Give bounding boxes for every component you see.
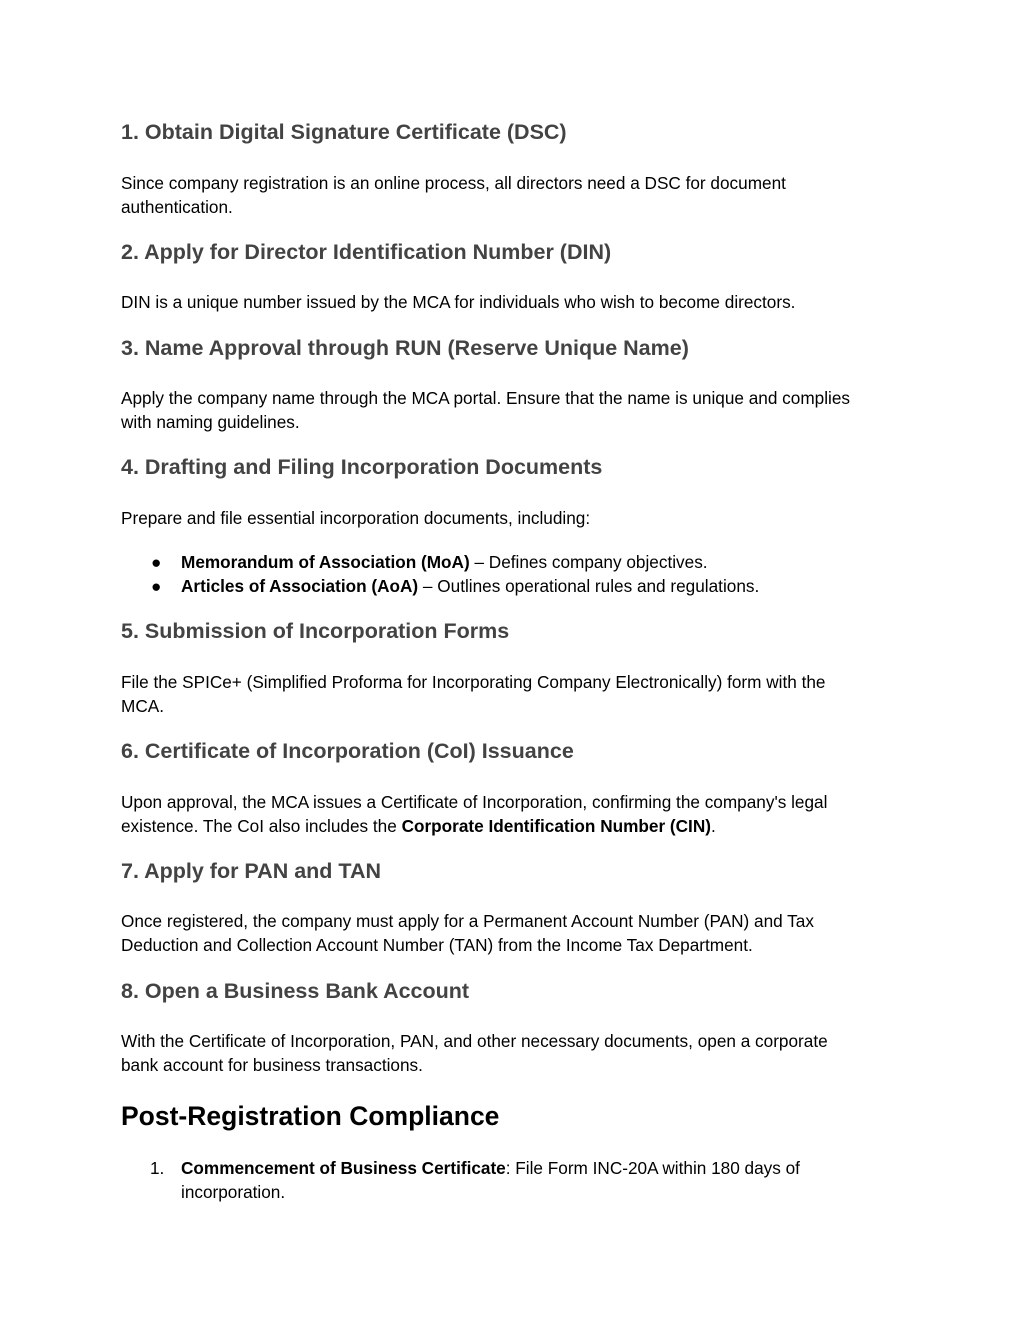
step-1-line-2: authentication. [121,197,233,217]
step-5-line-2: MCA. [121,696,164,716]
step-1-heading: 1. Obtain Digital Signature Certificate (DSC) [121,120,567,144]
step-8-line-1: With the Certificate of Incorporation, PAN, and other necessary documents, open a corporate [121,1031,828,1051]
step-7-line-2: Deduction and Collection Account Number (TAN) from the Income Tax Department. [121,935,753,955]
step-8-line-2: bank account for business transactions. [121,1055,423,1075]
cin-bold-term: Corporate Identification Number (CIN) [401,816,711,836]
numbered-item-line-2: incorporation. [181,1182,286,1202]
step-2-paragraph [121,290,911,314]
numbered-item-line-1-rest: : File Form INC-20A within 180 days of [505,1158,800,1178]
step-4-line-1: Prepare and file essential incorporation documents, including: [121,508,591,528]
list-number: 1. [150,1158,165,1178]
step-3-heading: 3. Name Approval through RUN (Reserve Unique Name) [121,336,689,360]
step-3-line-2: with naming guidelines. [121,412,300,432]
step-5-line-1: File the SPICe+ (Simplified Proforma for Incorporating Company Electronically) form with the [121,672,826,692]
step-7-line-1: Once registered, the company must apply for a Permanent Account Number (PAN) and Tax [121,911,814,931]
bullet-bold-term: Memorandum of Association (MoA) [181,552,470,572]
step-1-paragraph [121,171,911,219]
step-1-line-1: Since company registration is an online process, all directors need a DSC for document [121,173,786,193]
bullet-description: – Defines company objectives. [469,552,708,572]
step-3-line-1: Apply the company name through the MCA portal. Ensure that the name is unique and complies [121,388,850,408]
step-4-paragraph [121,506,911,530]
bullet-description: – Outlines operational rules and regulations. [418,576,760,596]
step-6-heading: 6. Certificate of Incorporation (CoI) Issuance [121,739,574,763]
bullet-text [181,574,881,598]
step-6-line-1: Upon approval, the MCA issues a Certificate of Incorporation, confirming the company's legal [121,792,828,812]
bullet-text [181,550,881,574]
step-2-heading: 2. Apply for Director Identification Number (DIN) [121,240,612,264]
step-8-heading: 8. Open a Business Bank Account [121,979,470,1003]
bullet-marker: ● [151,576,162,596]
step-4-heading: 4. Drafting and Filing Incorporation Documents [121,455,603,479]
post-registration-heading: Post-Registration Compliance [121,1101,500,1131]
numbered-item-text [181,1156,881,1204]
numbered-item-bold-term: Commencement of Business Certificate [181,1158,506,1178]
step-5-heading: 5. Submission of Incorporation Forms [121,619,510,643]
step-5-paragraph [121,670,911,718]
step-2-line-1: DIN is a unique number issued by the MCA for individuals who wish to become directors. [121,292,796,312]
step-8-paragraph [121,1029,911,1077]
step-7-heading: 7. Apply for PAN and TAN [121,859,381,883]
bullet-bold-term: Articles of Association (AoA) [181,576,419,596]
bullet-marker: ● [151,552,162,572]
step-6-line-2-suffix: . [710,816,716,836]
step-6-paragraph [121,790,911,838]
step-3-paragraph [121,386,911,434]
step-7-paragraph [121,909,911,957]
step-6-line-2-prefix: existence. The CoI also includes the [121,816,402,836]
